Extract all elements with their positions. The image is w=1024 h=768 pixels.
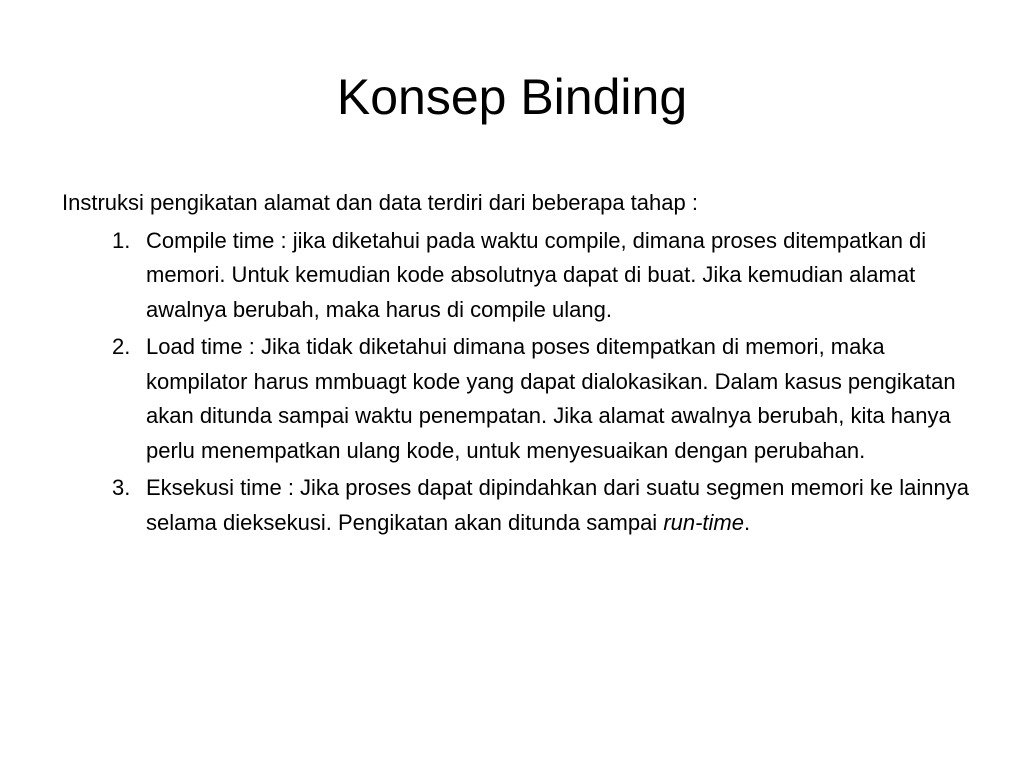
list-item-trailing-punctuation: . [744,509,751,535]
stage-list [62,224,972,541]
intro-text: Instruksi pengikatan alamat dan data terdiri dari beberapa tahap : [62,190,698,215]
slide-body [62,186,972,543]
list-item-number: 1. [112,227,131,253]
list-item-eksekusi-time [62,471,972,540]
run-time-emphasis: run-time [663,509,744,535]
slide-title: Konsep Binding [336,69,688,125]
list-item-number: 2. [112,334,131,359]
list-item-text: Load time : Jika tidak diketahui dimana poses ditempatkan di memori, maka kompilator harus mmbuagt kode yang dapat dialokasikan. Dalam kasus pengikatan akan ditunda sampai waktu penempatan. Jika alamat awalnya berubah, kita hanya perlu menempatkan ulang kode, untuk menyesuaikan dengan perubahan. [146,334,956,463]
list-item-text: Eksekusi time : Jika proses dapat dipindahkan dari suatu segmen memori ke lainnya selama dieksekusi. Pengikatan akan ditunda sampai [146,475,969,535]
list-item-load-time [62,330,972,468]
list-item-compile-time [62,224,972,328]
list-item-text: Compile time : jika diketahui pada waktu compile, dimana proses ditempatkan di memori. Untuk kemudian kode absolutnya dapat di buat. Jika kemudian alamat awalnya berubah, maka harus di compile ulang. [146,227,927,322]
list-item-number: 3. [112,475,131,500]
